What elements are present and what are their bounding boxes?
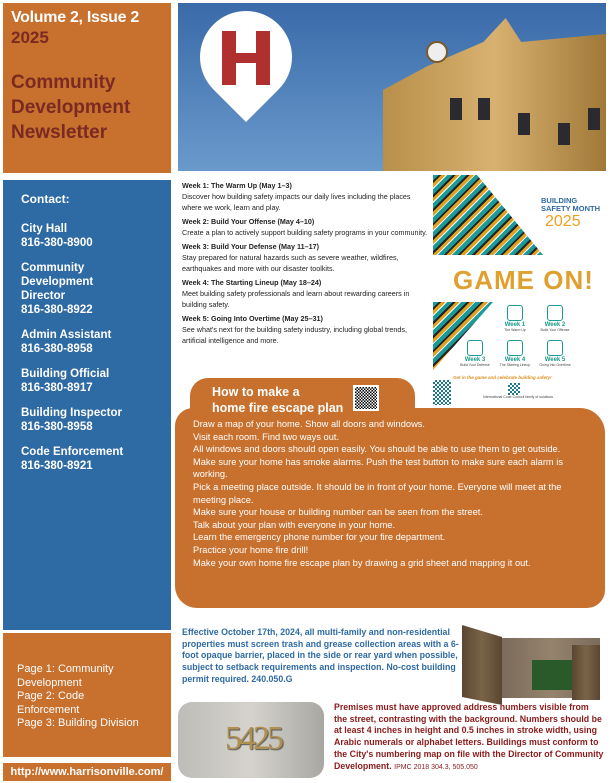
contact-sidebar	[3, 180, 171, 630]
week-item	[182, 180, 432, 213]
title-line: Community	[11, 72, 116, 93]
poster-footer: International Code Council family of solutions	[483, 395, 554, 399]
week-item	[182, 216, 432, 238]
week-title: Week 1: The Warm Up (May 1–3)	[182, 181, 292, 190]
poster-week	[535, 340, 575, 367]
brand-line: SAFETY MONTH	[541, 204, 601, 213]
contact-item	[21, 328, 171, 356]
week-label: Week 4	[504, 357, 526, 363]
week-text: See what's next for the building safety industry, including global trends, artificial intelligence and more.	[182, 325, 407, 345]
week-item	[182, 313, 432, 346]
newsletter-header	[3, 3, 171, 173]
volume-issue: Volume 2, Issue 2	[11, 9, 139, 26]
fire-step: Pick a meeting place outside. It should be in front of your home. Everyone will meet at the meeting place.	[193, 481, 562, 505]
poster-tagline: Get in the game and celebrate building safety!	[453, 375, 552, 380]
contact-item	[21, 261, 111, 317]
contact-item	[21, 222, 171, 250]
jersey-icon	[547, 305, 563, 321]
website-link[interactable]: http://www.harrisonville.com/	[3, 763, 171, 781]
fire-plan-title	[212, 384, 343, 416]
address-number: 5425	[225, 720, 281, 757]
newsletter-title	[11, 70, 163, 145]
fire-plan-steps	[193, 418, 598, 569]
contact-label: Community Development Director	[21, 262, 94, 302]
address-number-photo	[178, 702, 324, 778]
week-text: Meet building safety professionals and learn about rewarding careers in building safety.	[182, 289, 410, 309]
stopwatch-icon	[547, 340, 563, 356]
contact-label: Code Enforcement	[21, 446, 124, 458]
title-line: Newsletter	[11, 122, 108, 143]
week-title: Week 2: Build Your Offense (May 4–10)	[182, 217, 315, 226]
week-item	[182, 277, 432, 310]
contact-phone[interactable]: 816-380-8917	[21, 382, 93, 394]
week-item	[182, 241, 432, 274]
week-title: Week 3: Build Your Defense (May 11–17)	[182, 242, 320, 251]
qr-code-icon[interactable]	[508, 383, 520, 395]
address-number-notice	[334, 702, 604, 773]
title-line: How to make a	[212, 385, 300, 399]
courthouse-hero-image	[178, 3, 606, 171]
page-index-item: Page 3: Building Division	[17, 717, 139, 729]
poster-week	[535, 305, 575, 332]
city-logo-h-icon	[222, 31, 270, 85]
fire-step: Talk about your plan with everyone in your home.	[193, 519, 396, 530]
code-reference: IPMC 2018 304.3, 505.050	[394, 763, 478, 771]
week-sub: Going Into Overtime	[539, 363, 571, 367]
week-text: Discover how building safety impacts our daily lives including the places where we work, learn and play.	[182, 192, 411, 212]
contact-label: Building Official	[21, 368, 110, 380]
qr-code-icon[interactable]	[433, 380, 451, 405]
week-title: Week 5: Going Into Overtime (May 25–31)	[182, 314, 323, 323]
whistle-icon	[507, 305, 523, 321]
page-index	[3, 633, 171, 757]
fire-step: Make sure your house or building number can be seen from the street.	[193, 507, 483, 518]
page-index-item: Page 2: Code Enforcement	[17, 690, 85, 716]
building-safety-month-poster	[433, 175, 606, 405]
poster-week	[455, 340, 495, 367]
poster-brand	[541, 197, 600, 213]
trash-screening-notice: Effective October 17th, 2024, all multi-family and non-residential properties must screen trash and grease collection areas with a 6-foot opaque barrier, placed in the side or rear yard when possible, subject to setback requirements and inspection. No-cost building permit required. 240.050.G	[182, 627, 459, 684]
fire-step: All windows and doors should open easily. You should be able to use them to get outside.	[193, 444, 561, 455]
week-label: Week 5	[544, 357, 566, 363]
courthouse-building	[383, 18, 606, 171]
contact-phone[interactable]: 816-380-8921	[21, 460, 93, 472]
clipboard-icon	[507, 340, 523, 356]
week-sub: Build Your Defense	[460, 363, 490, 367]
contact-item	[21, 367, 171, 395]
fire-step: Learn the emergency phone number for your fire department.	[193, 532, 446, 543]
fire-step: Visit each room. Find two ways out.	[193, 431, 340, 442]
clock-icon	[426, 41, 448, 63]
title-line: home fire escape plan	[212, 401, 344, 415]
contact-label: Admin Assistant	[21, 329, 112, 341]
week-title: Week 4: The Starting Lineup (May 18–24)	[182, 278, 322, 287]
week-sub: The Warm Up	[504, 328, 526, 332]
week-text: Create a plan to actively support building safety programs in your community.	[182, 228, 428, 237]
qr-code-icon[interactable]	[353, 385, 379, 411]
page-index-item: Page 1: Community Development	[17, 663, 114, 689]
notice-text: Premises must have approved address numbers visible from the street, contrasting with the background. Numbers should be at least 4 inches in height and 0.5 inches in stroke width, using Arabic numerals or alphabet letters. Buildings must conform to the City's numbering map on file with the Director of Community Development.	[334, 702, 604, 771]
contact-phone[interactable]: 816-380-8900	[21, 237, 93, 249]
play-diagram-icon	[467, 340, 483, 356]
contact-label: Building Inspector	[21, 407, 122, 419]
contact-label: City Hall	[21, 223, 68, 235]
poster-year: 2025	[545, 213, 581, 230]
week-sub: Build Your Offense	[540, 328, 570, 332]
fire-step: Draw a map of your home. Show all doors and windows.	[193, 419, 426, 429]
contact-phone[interactable]: 816-380-8958	[21, 421, 93, 433]
contact-item	[21, 445, 171, 473]
brand-line: BUILDING	[541, 196, 578, 205]
fire-step: Make your own home fire escape plan by drawing a grid sheet and mapping it out.	[193, 557, 531, 568]
week-sub: The Starting Lineup	[499, 363, 531, 367]
fire-step: Make sure your home has smoke alarms. Push the test button to make sure each alarm is working.	[193, 456, 563, 480]
stripes-graphic	[433, 175, 543, 255]
title-line: Development	[11, 97, 131, 118]
issue-year: 2025	[11, 28, 49, 47]
trash-enclosure-photo	[462, 620, 600, 705]
contact-phone[interactable]: 816-380-8922	[21, 304, 93, 316]
week-label: Week 3	[464, 357, 486, 363]
contact-item	[21, 406, 171, 434]
poster-headline: GAME ON!	[453, 265, 594, 295]
poster-week	[495, 305, 535, 332]
contact-phone[interactable]: 816-380-8958	[21, 343, 93, 355]
building-safety-weeks	[182, 180, 432, 349]
week-text: Stay prepared for natural hazards such as severe weather, wildfires, earthquakes and more with our disaster toolkits.	[182, 253, 399, 273]
week-label: Week 1	[504, 322, 526, 328]
poster-week	[495, 340, 535, 367]
week-label: Week 2	[544, 322, 566, 328]
contact-heading: Contact:	[21, 192, 70, 206]
fire-step: Practice your home fire drill!	[193, 544, 309, 555]
